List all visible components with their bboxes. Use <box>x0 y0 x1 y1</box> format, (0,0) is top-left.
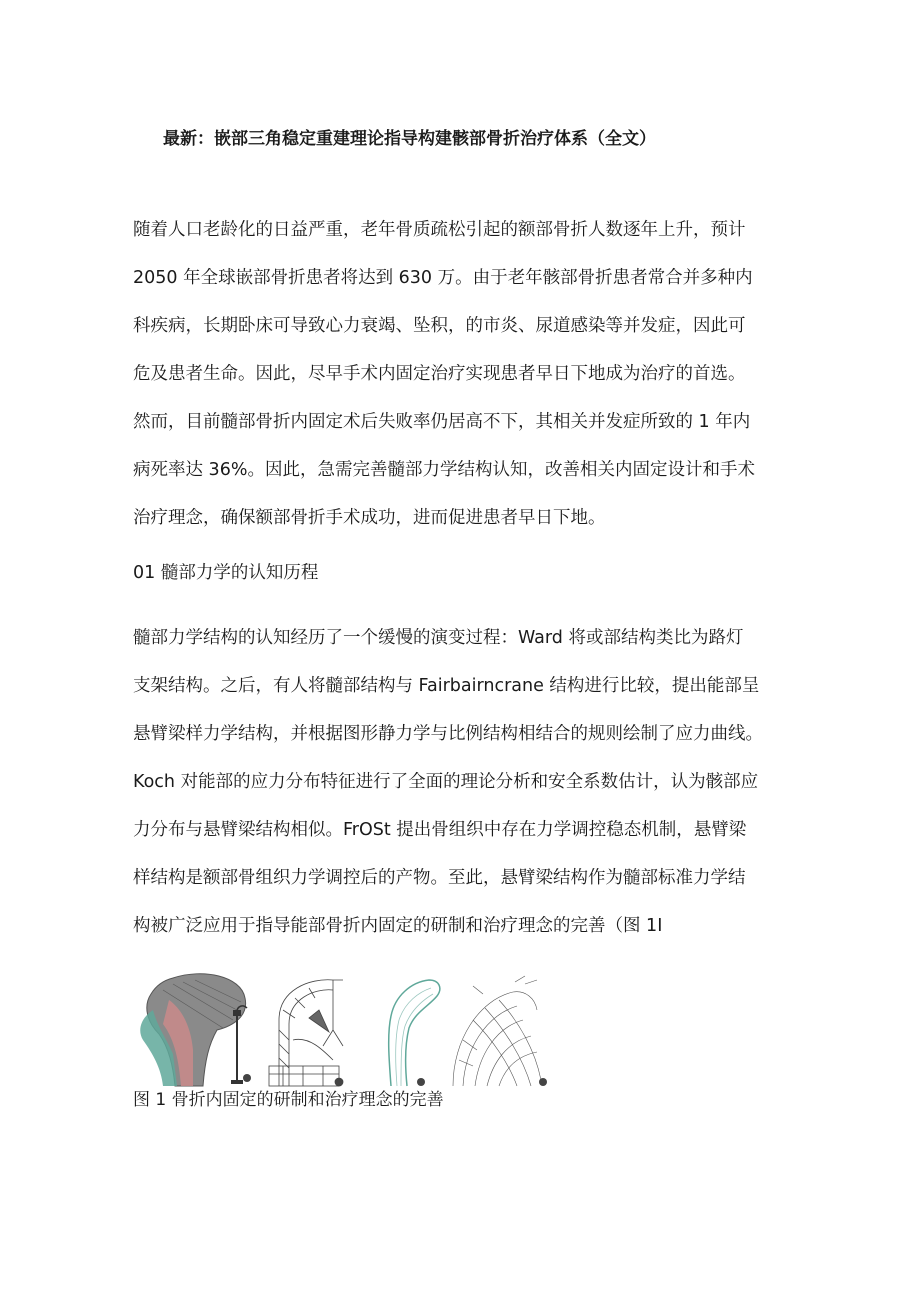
text-line: 样结构是额部骨组织力学调控后的产物。至此，悬臂梁结构作为髓部标准力学结 <box>133 868 746 888</box>
text-line: 科疾病，长期卧床可导致心力衰竭、坠积，的市炎、尿道感染等并发症，因此可 <box>133 316 746 336</box>
text-line: 危及患者生命。因此，尽早手术内固定治疗实现患者早日下地成为治疗的首选。 <box>133 364 746 384</box>
text-line: 病死率达 36%。因此，急需完善髓部力学结构认知，改善相关内固定设计和手术 <box>133 460 755 480</box>
femur-trabecular-illustration <box>140 974 245 1086</box>
text-line: 构被广泛应用于指导能部骨折内固定的研制和治疗理念的完善（图 1I <box>133 916 663 936</box>
figure-caption: 图 1 骨折内固定的研制和治疗理念的完善 <box>133 1090 444 1110</box>
page-title: 最新：嵌部三角稳定重建理论指导构建骸部骨折治疗体系（全文） <box>163 129 656 149</box>
text-line: 髓部力学结构的认知经历了一个缓慢的演变过程：Ward 将或部结构类比为路灯 <box>133 628 744 648</box>
text-line: 随着人口老龄化的日益严重，老年骨质疏松引起的额部骨折人数逐年上升，预计 <box>133 220 746 240</box>
body-paragraph <box>133 614 813 950</box>
text-line: 力分布与悬臂梁结构相似。FrOSt 提出骨组织中存在力学调控稳态机制，悬臂梁 <box>133 820 747 840</box>
stress-curve-diagram <box>453 976 547 1086</box>
text-line: 2050 年全球嵌部骨折患者将达到 630 万。由于老年骸部骨折患者常合并多种内 <box>133 268 753 288</box>
text-line: Koch 对能部的应力分布特征进行了全面的理论分析和安全系数估计，认为骸部应 <box>133 772 759 792</box>
text-line: 支架结构。之后，有人将髓部结构与 Fairbairncrane 结构进行比较，提出能部呈 <box>133 676 760 696</box>
intro-paragraph <box>133 206 813 542</box>
section-heading: 01 髓部力学的认知历程 <box>133 563 319 583</box>
text-line: 治疗理念，确保额部骨折手术成功，进而促进患者早日下地。 <box>133 508 606 528</box>
text-line: 悬臂梁样力学结构，并根据图形静力学与比例结构相结合的规则绘制了应力曲线。 <box>133 724 763 744</box>
crane-illustration <box>269 980 343 1086</box>
figure-1 <box>133 970 553 1088</box>
text-line: 然而，目前髓部骨折内固定术后失败率仍居高不下，其相关并发症所致的 1 年内 <box>133 412 751 432</box>
cantilever-beam-illustration <box>389 980 440 1086</box>
